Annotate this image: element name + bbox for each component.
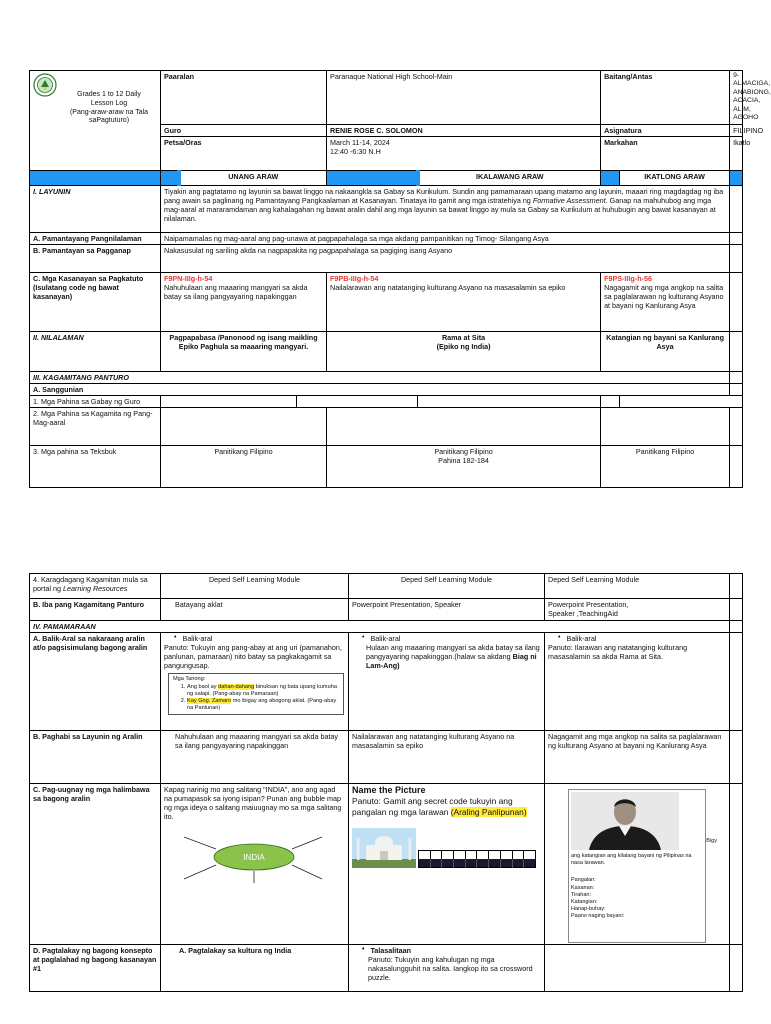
kagamitan-magaaral-label: 2. Mga Pahina sa Kagamita ng Pang-Mag-aaral [30,407,161,445]
iba-day-2: Powerpoint Presentation, Speaker [349,599,545,621]
kasanayan-day-3-text: Nagagamit ang mga angkop na salita sa paglalarawan ng kulturang Asyano at bayani ng Kanlurang Asya [604,282,724,310]
lesson-log-table-bottom [29,573,743,992]
day-1-header: UNANG ARAW [179,170,327,185]
header-title-line-2: Lesson Log [90,99,128,107]
asignatura-value: FILIPINO [730,124,743,136]
layunin-text: Tiyakin ang pagtatamo ng layunin sa bawat linggo na nakaangkla sa Gabay sa Kurikulum. Sundin ang pamamaraan upang matamo ang layunin, maaari ring magdagdag ng iba pang awain sa paglinang ng Pamantayang Pangkaalaman at Kasanayan. Tinataya ito gamit ang mga istratehiya ng Formative Assessment. Ganap na mahuhubog ang mga mag-aaral at mararamdaman ang kahalagahan ng bawat aralin dahil ang mga layunin sa bawat linggo ay mula sa Gabay sa Kurikulum at huhubugin ang bawat kasanayan at nilalaman. [161,185,730,232]
gabay-guro-label: 1. Mga Pahina sa Gabay ng Guro [30,395,161,407]
asignatura-label: Asignatura [601,124,730,136]
iba-pang-kagamitan-label: B. Iba pang Kagamitang Panturo [30,599,161,621]
teksbuk-day-1: Panitikang Filipino [161,445,327,487]
teksbuk-label: 3. Mga pahina sa Teksbuk [30,445,161,487]
nilalaman-day-3: Katangian ng bayani sa Kanlurang Asya [601,331,730,371]
balik-aral-day-2: • Balik-aral Hulaan ang maaaring mangyari sa akda batay sa ilang pangyayaring napakinggan.(halaw sa akdang Biag ni Lam-Ang) [349,633,545,731]
pamantayan-pagganap-label: B. Pamantayan sa Pagganap [30,244,161,272]
pamantayang-pangnilalaman-label: A. Pamantayang Pangnilalaman [30,232,161,244]
paghabi-label: B. Paghabi sa Layunin ng Aralin [30,731,161,784]
pamantayang-pangnilalaman-text: Naipamamalas ng mag-aaral ang pag-unawa at pagpapahalaga sa mga akdang pampanitikan ng Timog- Silangang Asya [161,232,730,244]
school-seal-icon [33,73,57,97]
secret-code-grid [418,850,536,868]
paaralan-label: Paaralan [161,71,327,125]
petsa-date: March 11-14, 2024 [330,137,390,147]
kasanayan-day-3 [601,272,730,331]
guro-value: RENIE ROSE C. SOLOMON [327,124,601,136]
kasanayan-day-3-code: F9PS-IIIg-h-56 [604,273,652,283]
nilalaman-label: II. NILALAMAN [30,331,161,371]
day-2-header: IKALAWANG ARAW [418,170,601,185]
iba-day-3: Powerpoint Presentation, Speaker ,TeachingAid [545,599,730,621]
karagdagang-label: 4. Karagdagang Kagamitan mula sa portal ng Learning Resources [30,574,161,599]
lesson-log-table-top [29,70,771,488]
name-the-picture-panuto: Panuto: Gamit ang secret code tukuyin ang pangalan ng mga larawan (Araling Panlipunan) [352,796,527,818]
pag-uugnay-day-2 [349,784,545,945]
header-title-line-1: Grades 1 to 12 Daily [77,91,141,98]
petsa-label: Petsa/Oras [161,136,327,170]
bubble-arrow-sw [184,865,216,879]
bubble-arrow-ne [292,837,322,849]
guro-label: Guro [161,124,327,136]
nilalaman-day-2: Rama at Sita (Epiko ng India) [327,331,601,371]
india-bubble-map [164,827,344,887]
karagdagang-day-2: Deped Self Learning Module [349,574,545,599]
pagtalakay-day-2: • Talasalitaan Panuto: Tukuyin ang kahulugan ng mga nakasalungguhit na salita. Iangkop ito sa crossword puzzle. [349,945,545,992]
karagdagang-day-1: Deped Self Learning Module [161,574,349,599]
petsa-time: 12:40 -6:30 N.H [330,146,381,156]
paaralan-value: Paranaque National High School-Main [327,71,601,125]
pamamaraan-label: IV. PAMAMARAAN [30,621,730,633]
day-header-blank [30,170,161,185]
balik-aral-label: A. Balik-Aral sa nakaraang aralin at/o pagsisimulang bagong aralin [30,633,161,731]
bubble-arrow-nw [184,837,216,849]
pag-uugnay-day-1: Kapag narinig mo ang salitang "INDIA", ano ang agad na pumapasok sa iyong isipan? Punan ang bubble map ng mga ideya o salitang maiuugnay mo sa mga salitang ito. INDIA [161,784,349,945]
pamantayan-pagganap-text: Nakasusulat ng sariling akda na nagpapakita ng pagpapahalaga sa pagiging isang Asyano [161,244,730,272]
sanggunian-label: A. Sanggunian [30,383,730,395]
pag-uugnay-day-3 [545,784,730,945]
paghabi-day-1: Nahuhulaan ang maaaring mangyari sa akda batay sa ilang pangyayaring napakinggan [161,731,349,784]
rizal-portrait-image [571,792,679,850]
kasanayan-day-1-code: F9PN-IIIg-h-54 [164,273,213,283]
karagdagang-day-3: Deped Self Learning Module [545,574,730,599]
teksbuk-day-2: Panitikang Filipino Pahina 182-184 [327,445,601,487]
taj-mahal-image [352,828,416,868]
kasanayan-day-2-code: F9PB-IIIg-h-54 [330,273,379,283]
kasanayan-day-2 [327,272,601,331]
kasanayan-day-1-text: Nahuhulaan ang maaaring mangyari sa akda batay sa ilang pangyayaring napakinggan [164,282,308,301]
rizal-activity-box: Bigy ang katangian ang kilalang bayani ng Pilipinas na nasa larawan. Pangalan: Kasanan: Tirahan: Katangian: Hanap-buhay: Paano naging bayani: [568,789,706,943]
day-header-row [30,170,743,185]
baitang-value: 9- ALMACIGA, ANABIONG, ACACIA, ALIM, AGOHO [730,71,743,125]
paghabi-day-2: Nailalarawan ang natatanging kulturang Asyano na masasalamin sa epiko [349,731,545,784]
balik-aral-day-1: • Balik-aral Panuto: Tukuyin ang pang-abay at ang uri (pamanahon, panlunan, pamaraan) nito batay sa pagkakagamit sa pangungusap. Mga Tanong: 1. Ang baol ay dahan-dahang binuksan ng bata upang kumuha ng salapi. (Pang-abay na Pamaraan) 2. Kay Gng. Zamaro mo ibigay ang abogong aklat. (Pang-abay na Panlunan) [161,633,349,731]
pagtalakay-label: D. Pagtalakay ng bagong konsepto at paglalahad ng bagong kasanayan #1 [30,945,161,992]
pagtalakay-day-1: A. Pagtalakay sa kultura ng India [161,945,349,992]
markahan-value: Ikatlo [730,136,743,170]
baitang-label: Baitang/Antas [601,71,730,125]
teksbuk-day-3: Panitikang Filipino [601,445,730,487]
bubble-arrow-se [292,865,322,879]
layunin-label: I. LAYUNIN [30,185,161,232]
kagamitan-label: III. KAGAMITANG PANTURO [30,371,730,383]
header-title-cell [30,71,161,171]
kasanayan-label: C. Mga Kasanayan sa Pagkatuto (Isulatang code ng bawat kasanayan) [30,272,161,331]
balik-aral-day-3: • Balik-aral Panuto: Ilarawan ang natatanging kulturang masasalamin sa akda Rama at Sita. [545,633,730,731]
day-3-header: IKATLONG ARAW [620,170,730,185]
nilalaman-day-1: Pagpapabasa /Panonood ng isang maikling Epiko Paghula sa maaaring mangyari. [161,331,327,371]
mga-tanong-box: Mga Tanong: 1. Ang baol ay dahan-dahang binuksan ng bata upang kumuha ng salapi. (Pang-abay na Pamaraan) 2. Kay Gng. Zamaro mo ibigay ang abogong aklat. (Pang-abay na Panlunan) [168,673,344,715]
iba-day-1: Batayang aklat [161,599,349,621]
pag-uugnay-label: C. Pag-uugnay ng mga halimbawa sa bagong aralin [30,784,161,945]
india-bubble-label: INDIA [243,853,265,862]
name-the-picture-title: Name the Picture [352,785,426,795]
petsa-value [327,136,601,170]
header-title-line-3: (Pang-araw-araw na Tala saPagtuturo) [69,108,149,125]
kasanayan-day-2-text: Nailalarawan ang natatanging kulturang Asyano na masasalamin sa epiko [330,282,566,292]
kasanayan-day-1 [161,272,327,331]
paghabi-day-3: Nagagamit ang mga angkop na salita sa paglalarawan ng kulturang Asyano at bayani ng Kanlurang Asya [545,731,730,784]
markahan-label: Markahan [601,136,730,170]
